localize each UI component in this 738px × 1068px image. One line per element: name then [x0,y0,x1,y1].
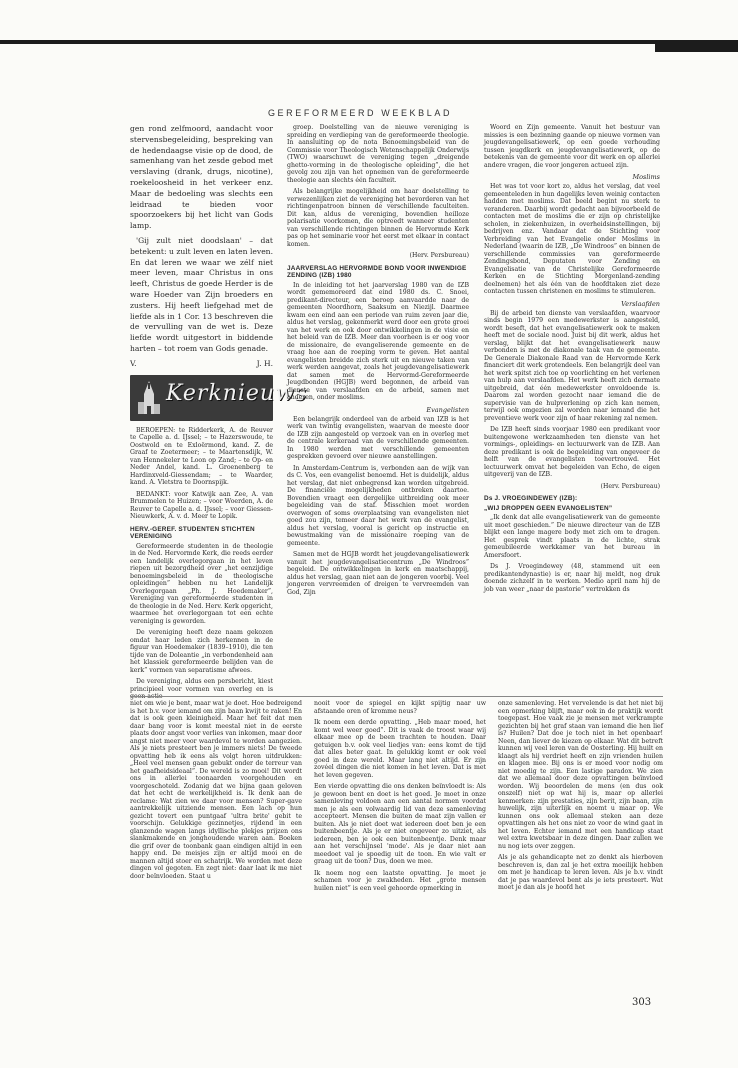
paragraph: niet om wie je bent, maar wat je doet. Hoe bedreigend is het b.v. voor iemand om zijn baan kwijt te raken! En dat is ook geen kleinigheid. Maar het feit dat men daar bang voor is komt meestal niet in de eerste plaats door angst voor verlies van inkomen, maar door angst niet meer voor waardevol te worden aangezien. Als je niets presteert ben je immers niets! De tweede opvatting heb ik eens als volgt horen uitdrukken: „Heel veel mensen gaan gebukt onder de terreur van het gaafheidsideaal”. De wereld is zo mooi! Dit wordt ons in allerlei toonaarden voorgehouden en voorgeschoteld. Zodanig dat we bijna gaan geloven dat het echt de werkelijkheid is. Ik denk aan de reclame: Wat zien we daar voor mensen? Super-gave aantrekkelijk uitziende mensen. Een lach op hun gezicht tovert een puntgaaf 'ultra brite' gebit te voorschijn. Gelukkige gezinnetjes, rijdend in een glanzende wagen langs idyllische plekjes prijzen ons slankmakende en jonghoudende waren aan. Boeken die grif over de toonbank gaan eindigen altijd in een happy end. De meisjes zijn er altijd mooi en de mannen altijd stoer en schatrijk. We worden met deze dingen vol gegoten. En zegt niet: daar laat ik me niet door beïnvloeden. Staat u [130,700,302,880]
interview-heading: Ds J. VROEGINDEWEY (IZB): [484,495,578,502]
column-5 [314,700,486,1060]
credit: (Herv. Persbureau) [409,252,469,259]
paragraph: Ik noem een derde opvatting. „Heb maar moed, het komt wel weer goed”. Dit is vaak de troost waar wij elkaar mee op de been trachten te houden. Daar getuigen b.v. ook veel liedjes van: eens komt de tijd dat alles beter gaat. In gelukkig komt er ook veel goed in deze wereld. Maar lang niet altijd. Er zijn zovéel dingen die niet komen in het leven. Dat is met het leven gegeven. [314,719,486,779]
paragraph: Een belangrijk onderdeel van de arbeid van IZB is het werk van twintig evangelisten, waarvan de meeste door de IZB zijn aangesteld op verzoek van en in overleg met de centrale kerkeraad van de verschillende gemeenten. In 1980 werden met verschillende gemeenten gesprekken gevoerd over nieuwe aanstellingen. [287,415,469,461]
paragraph: groep. Doelstelling van de nieuwe vereniging is spreiding en verdieping van de gereformeerde theologie. In aansluiting op de nota Benoemingsbeleid van de Commissie voor Theologisch Wetenschappelijk Onderwijs (TWO) waarschuwt de vereniging tegen „dreigende ghetto-vorming in de theologische opleiding”, die het gevolg zou zijn van het opnemen van de gereformeerde theologie aan slechts één faculteit. [287,124,469,184]
scan-border-corner [655,40,738,52]
column-1 [130,124,308,694]
news-block [130,427,273,701]
section-heading: HERV.-GEREF. STUDENTEN STICHTEN VERENIGING [130,525,255,541]
page-number: 303 [632,997,652,1008]
paragraph: Als belangrijke mogelijkheid om haar doelstelling te verwezenlijken ziet de vereniging het bevorderen van het richtingenpatroon binnen de verschillende faculteiten. Dit kan, aldus de vereniging, bovendien heilloze polarisatie voorkomen, die optreedt wanneer studenten van verschillende richtingen binnen de Hervormde Kerk pas op het seminarie voor het eerst met elkaar in contact komen. [287,188,469,248]
paragraph: Gereformeerde studenten in de theologie in de Ned. Hervormde Kerk, die reeds eerder een landelijk overlegorgaan in het leven riepen uit bezorgdheid over „het eenzijdige benoemingsbeleid in de theologische opleidingen” hebben nu het Landelijk Overlegorgaan „Ph. J. Hoedemaker”, Vereniging van gereformeerde studenten in de theologie in de Ned. Herv. Kerk opgericht, waarmee het overlegorgaan tot een echte vereniging is geworden. [130,542,273,625]
paragraph: „Ik denk dat alle evangelisatiewerk van de gemeente uit moet geschieden.” De nieuwe directeur van de IZB blijkt een lange magere body met zich om te dragen. Het gesprek vindt plaats in de lichte, strak gemeubileerde werkkamer van het bureau in Amersfoort. [484,514,660,559]
section-heading: JAARVERSLAG HERVORMDE BOND VOOR INWENDIGE ZENDING (IZB) 1980 [287,264,467,280]
paragraph: BEDANKT: voor Katwijk aan Zee, A. van Brummelen te Huizen; – voor Woerden, A. de Reuver te Capelle a. d. IJssel; – voor Giessen-Nieuwkerk, A. v. d. Meer te Lopik. [130,490,273,521]
paragraph: In de inleiding tot het jaarverslag 1980 van de IZB wordt gememoreerd dat eind 1980 ds. C. Snoei, predikant-directeur, een beroep aanvaardde naar de gemeenten Noordhorn, Saaksum en Niezijl. Daarmee kwam een eind aan een periode van ruim zeven jaar die, aldus het verslag, gekenmerkt werd door een grote groei van het werk en ook door ontwikkelingen in de visie en het beleid van de IZB. Meer dan voorheen is er oog voor de missionaire, de evangeliserende gemeente en de vraag hoe aan de roeping vorm te geven. Het aantal evangelisten breidde zich sterk uit en nieuwe taken van werk werden aangevat, zoals het jeugdevangelisatiewerk dat samen met de Hervormd-Gereformeerde Jeugdbonden (HGJB) werd begonnen, de arbeid van dienste van verslaafden en de arbeid, samen met anderen, onder moslims. [287,281,469,402]
scan-border-top [0,40,738,44]
signature-right: J. H. [256,358,273,368]
paragraph: Ds J. Vroegindewey (48, stammend uit een predikantendynastie) is er, naar hij meldt, nog druk doende zichzelf in te werken. Medio april nam hij de job van weer „naar de pastorie” vertrokken ds [484,563,660,593]
paragraph: De vereniging, aldus een persbericht, kiest principieel voor vormen van overleg en is [130,678,273,693]
church-icon [136,380,162,416]
paragraph: In Amsterdam-Centrum is, verbonden aan de wijk van ds C. Vos, een evangelist benoemd. Het is duidelijk, aldus het verslag, dat niet onbegrensd kan worden uitgebreid. De financiële mogelijkheden ontbreken daartoe. Bovendien vraagt een dergelijke uitbreiding ook meer begeleiding van de staf. Misschien moet worden overwogen of soms overplaatsing van evangelisten niet goed zou zijn, temeer daar het werk van de evangelist, aldus het verslag, vooral is gericht op instructie en bewustmaking van de missionaire roeping van de gemeente. [287,464,469,547]
column-2 [287,124,469,694]
section-divider [130,696,663,697]
masthead: GEREFORMEERD WEEKBLAD [267,108,453,118]
paragraph: Een vierde opvatting die ons denken beïnvloedt is: Als je gewoon bent en doet is het goed. Je moet in onze samenleving voldoen aan een aantal normen voordat men je als een volwaardig lid van deze samenleving accepteert. Mensen die buiten de maat zijn vallen er buiten. Als je niet doet wat iedereen doet ben je een buitenbeentje. Als je er niet ongeveer zo uitziet, als iedereen, ben je ook een buitenbeentje. Denk maar aan het verschijnsel 'mode'. Als je daar niet aan meedoet val je spoedig uit de toon. En wie valt er graag uit de toon? Dus, doen we mee. [314,783,486,865]
paragraph: 'Gij zult niet doodslaan' – dat betekent: u zult leven en laten leven. En dat leren we waar we zélf niet meer leven, maar Christus in ons leeft, Christus de goede Herder is de ware Hoeder van Zijn broeders en zusters. Hij heeft liefgehad met de liefde als in 1 Cor. 13 beschreven die de vervulling van de wet is. Deze liefde wordt uitgestort in biddende harten – tot roem van Gods genade. [130,235,273,353]
paragraph: De vereniging heeft deze naam gekozen omdat haar leden zich herkennen in de figuur van Hoedemaker (1839–1910), die ten tijde van de Doleantie „in verbondenheid aan het klassiek gereformeerde belijden van de kerk” vormen van separatisme afwees. [130,629,273,674]
paragraph: BEROEPEN: te Ridderkerk, A. de Reuver te Capelle a. d. IJssel; – te Hazerswoude, te Oostwold en te Exloërmond, kand. Z. de Graaf te Zoetermeer; – te Maartensdijk, W. van Hennekeler te Loon op Zand; – te Op- en Neder Andel, kand. L. Groenenberg te Hardinxveld-Giessendam; – te Waarder, kand. A. Vletstra te Doornspijk. [130,426,273,487]
subheading: Verslaafden [621,299,660,308]
column-4 [130,700,302,1060]
paragraph: Samen met de HGJB wordt het jeugdevangelisatiewerk vanuit het jeugdevangelisatiecentrum „De Windroos” begeleid. De ontwikkelingen in kerk en maatschappij, aldus het verslag, gaan niet aan de jongeren voorbij. Veel jongeren vervreemden of dreigen te vervreemden van God, Zijn [287,551,469,596]
paragraph: gen rond zelfmoord, aandacht voor stervensbegeleiding, bespreking van de hedendaagse visie op de dood, de samenhang van het zesde gebod met verslaving (drank, drugs, nicotine), roekeloosheid in het verkeer enz. Maar de bedoeling was slechts een leidraad te bieden voor spoorzoekers bij het licht van Gods lamp. [130,124,273,231]
paragraph: onze samenleving. Het vervelende is dat het niet bij een opmerking blijft, maar ook in de praktijk wordt toegepast. Hoe vaak zie je mensen met verkrampte gezichten bij het graf staan van iemand die hen lief is? Huilen? Dat doe je toch niet in het openbaar! Neen, dan liever de kiezen op elkaar. Wat dit betreft kunnen wij veel leren van de Oosterling. Hij huilt en klaagt als hij verdriet heeft en zijn vrienden huilen en klagen mee. Bij ons is er moed voor nodig om niet moedig te zijn. Een lastige paradox. We zien dat we allemaal door deze opvattingen beïnvloed worden. Wij beoordelen de mens (en dus ook onszelf) niet op wat hij is, maar op allerlei kenmerken: zijn prestaties, zijn berit, zijn baan, zijn huwelijk, zijn uiterlijk en noemt u maar op. We kunnen ons ook allemaal steken aan deze opvattingen als het ons niet zo voor de wind gaat in het leven. Echter iemand met een handicap staat wel extra kwetsbaar in deze dingen. Daar zullen we nu nog iets over zeggen. [498,700,663,850]
paragraph: Het was tot voor kort zo, aldus het verslag, dat veel gemeenteleden in hun dagelijks leven weinig contacten hadden met moslims. Dat beeld begint nu sterk te veranderen. Daarbij wordt gedacht aan bijvoorbeeld de contacten met de moslims die er zijn op christelijke scholen, in ziekenhuizen, in overheidsinstellingen, bij bedrijven enz. Vandaar dat de Stichting voor Verbreiding van het Evangelie onder Moslims in Nederland (waarin de IZB, „De Windroos” en binnen de verschillende commissies van gereformeerde Zendingsbond, Deputaten voor Zending en Evangelisatie van de Christelijke Gereformeerde Kerken en de Stichting Morgenland-zending deelnemen) het als één van de hoofdtaken ziet deze contacten tussen christenen en moslims te stimuleren. [484,183,660,295]
banner-title: Kerknieuws [166,380,308,406]
paragraph: Als je als gehandicapte net zo denkt als hierboven beschreven is, dan zal je het extra moeilijk hebben om met je handicap te leren leven. Als je b.v. vindt dat je pas waardevol bent als je iets presteert. Wat moet je dan als je hoofd het [498,854,663,891]
signature [130,359,273,369]
credit: (Herv. Persbureau) [600,482,660,490]
paragraph: nooit voor de spiegel en kijkt spijtig naar uw afstaande oren of kromme neus? [314,700,486,715]
signature-left: V. [130,358,137,368]
column-3 [484,124,660,694]
kerknieuws-banner [130,375,308,421]
paragraph: Ik noem nog een laatste opvatting. Je moet je schamen voor je zwakheden. Het „grote mensen huilen niet” is een veel gehoorde opmerking in [314,869,486,892]
intro-block [130,124,273,355]
subheading: Moslims [632,173,660,181]
paragraph: De IZB heeft sinds voorjaar 1980 een predikant voor buitengewone werkzaamheden ten dienste van het vormings-, opleidings- en lectuurwerk van de IZB. Aan deze predikant is ook de begeleiding van ongeveer de helft van de evangelisten toevertrouwd. Het lectuurwerk omvat het begeleiden van Echo, de eigen uitgeverij van de IZB. [484,426,660,478]
subheading: Evangelisten [426,405,469,414]
interview-heading-title: „WIJ DROPPEN GEEN EVANGELISTEN” [484,504,613,512]
paragraph: Bij de arbeid ten dienste van verslaafden, waarvoor sinds begin 1979 een medewerkster is aangesteld, wordt beseft, dat het evangelisatiewerk ook te maken heeft met de sociale nood. Juist bij dit werk, aldus het verslag, blijkt dat het evangelisatiewerk nauw verbonden is met de diakonale taak van de gemeente. De Generale Diakonale Raad van de Hervormde Kerk financiert dit werk grotendeels. Een belangrijk deel van het werk spitst zich toe op voorlichting en het verlenen van hulp aan verslaafden. Het werk heeft zich dermate uitgebreid, dat één medewerkster onvoldoende is. Daarom zal worden gezocht naar iemand die de supervisie van de hulpverlening op zich kan nemen, terwijl ook omgezien zal worden naar iemand die het preventieve werk voor zijn of haar rekening zal nemen. [484,309,660,422]
paragraph: Woord en Zijn gemeente. Vanuit het bestuur van missies is een bezinning gaande op nieuwe vormen van jeugdevangelisatiewerk, op een goede verhouding tussen jeugdkerk en jeugdevangelisatiewerk, op de betekenis van de gemeente voor dit werk en op allerlei andere vragen, die voor jongeren actueel zijn. [484,124,660,169]
